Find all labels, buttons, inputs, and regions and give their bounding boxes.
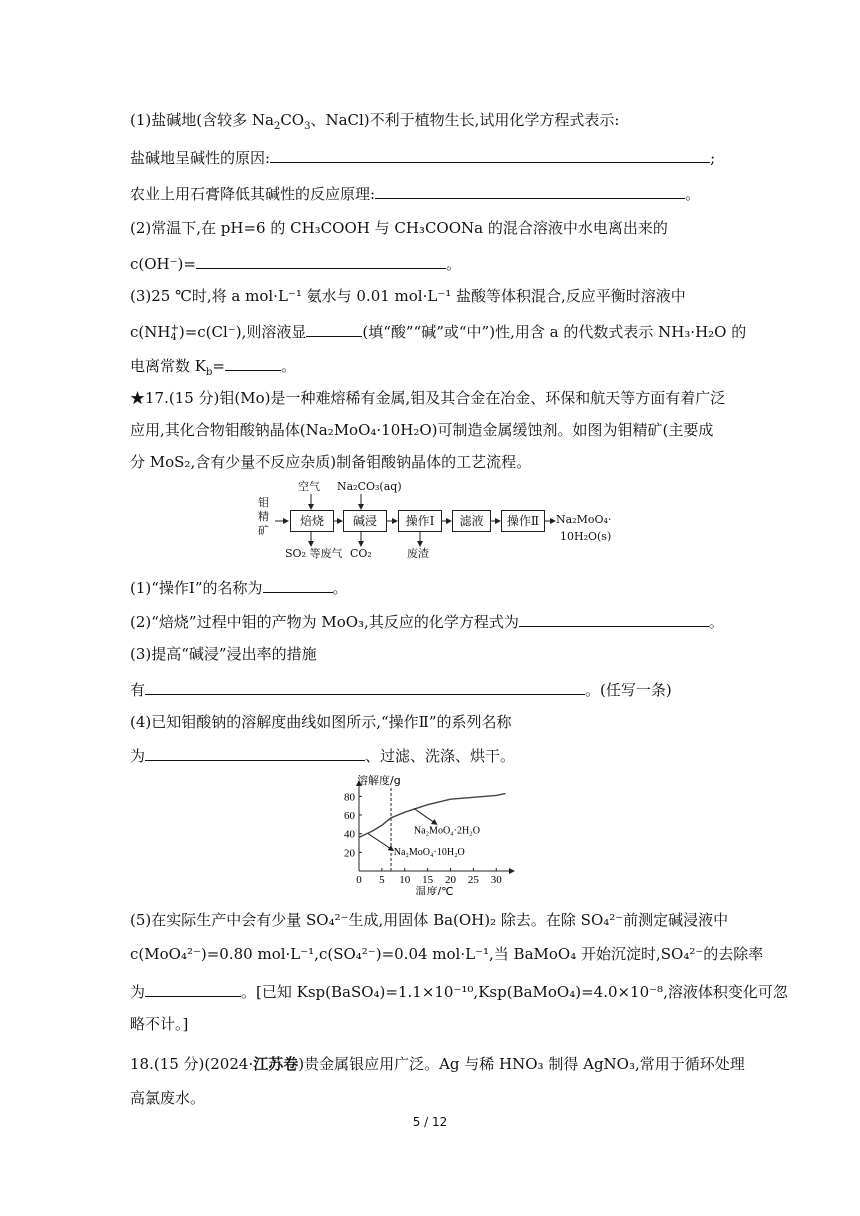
q16-3-text: (3)25 ℃时,将 a mol·L⁻¹ 氨水与 0.01 mol·L⁻¹ 盐酸等体积混合,反应平衡时溶液中 bbox=[130, 287, 686, 305]
co2-label: CO₂ bbox=[350, 547, 372, 560]
y-tick-label: 80 bbox=[344, 791, 355, 804]
x-tick-label: 30 bbox=[490, 874, 502, 886]
x-tick-label: 15 bbox=[422, 874, 434, 886]
q17-s1: (1)“操作Ⅰ”的名称为 。 bbox=[130, 576, 348, 598]
answer-blank[interactable] bbox=[306, 320, 362, 337]
answer-blank[interactable] bbox=[145, 678, 585, 695]
source-badge: 江苏卷 bbox=[253, 1055, 299, 1073]
q16-2-answer: c(OH⁻)= 。 bbox=[130, 252, 461, 274]
q17-s4: (4)已知钼酸钠的溶解度曲线如图所示,“操作Ⅱ”的系列名称 bbox=[130, 713, 512, 731]
answer-blank[interactable] bbox=[225, 354, 281, 371]
page-number: 5 / 12 bbox=[412, 1115, 448, 1129]
x-tick-label: 0 bbox=[356, 874, 362, 886]
q17-s3-answer: 有 。(任写一条) bbox=[130, 678, 672, 700]
product-label-1: Na₂MoO₄· bbox=[556, 513, 612, 526]
q18-line1: 18.(15 分)(2024·江苏卷)贵金属银应用广泛。Ag 与稀 HNO₃ 制得 AgNO₃,常用于循环处理 bbox=[130, 1055, 745, 1073]
residue-label: 废渣 bbox=[407, 547, 429, 560]
annotation-arrow-2 bbox=[368, 834, 393, 851]
q18-line2: 高氯废水。 bbox=[130, 1089, 206, 1107]
roast-box: 焙烧 bbox=[290, 510, 334, 532]
answer-blank[interactable] bbox=[145, 744, 365, 761]
x-tick-label: 25 bbox=[467, 874, 479, 886]
y-tick-label: 40 bbox=[344, 828, 355, 841]
series-line-2 bbox=[359, 818, 391, 838]
q17-s2: (2)“焙烧”过程中钼的产物为 MoO₃,其反应的化学方程式为 。 bbox=[130, 610, 724, 632]
answer-blank[interactable] bbox=[519, 610, 709, 627]
x-tick-label: 5 bbox=[379, 874, 385, 886]
q17-p2: 应用,其化合物钼酸钠晶体(Na₂MoO₄·10H₂O)可制造金属缓蚀剂。如图为钼精矿(主要成 bbox=[130, 421, 714, 439]
waste-gas-label: SO₂ 等废气 bbox=[285, 547, 343, 560]
q16-1-intro: (1)盐碱地(含较多 $Na_2CO_3$、NaCl)不利于植物生长,试用化学方程式表示: bbox=[130, 111, 620, 132]
air-label: 空气 bbox=[298, 480, 320, 493]
q16-1-principle: 农业上用石膏降低其碱性的反应原理: 。 bbox=[130, 182, 700, 204]
q17-p3: 分 MoS₂,含有少量不反应杂质)制备钼酸钠晶体的工艺流程。 bbox=[130, 453, 532, 471]
y-tick-label: 20 bbox=[344, 847, 355, 860]
q16-3-kb: 电离常数 $K_b=$ 。 bbox=[130, 354, 296, 383]
q16-1-reason: 盐碱地呈碱性的原因: ; bbox=[130, 146, 715, 168]
answer-blank[interactable] bbox=[375, 182, 685, 199]
q16-2-text: (2)常温下,在 pH=6 的 CH₃COOH 与 CH₃COONa 的混合溶液中水电离出来的 bbox=[130, 219, 668, 237]
x-axis-label: 温度/℃ bbox=[415, 885, 454, 895]
ore-label: 钼 精 矿 bbox=[258, 496, 269, 537]
q17-s5-line2: c(MoO₄²⁻)=0.80 mol·L⁻¹,c(SO₄²⁻)=0.04 mol·L⁻¹,当 BaMoO₄ 开始沉淀时,SO₄²⁻的去除率 bbox=[130, 945, 764, 963]
answer-blank[interactable] bbox=[270, 146, 710, 163]
q17-s3: (3)提高“碱浸”浸出率的措施 bbox=[130, 645, 317, 663]
filtrate-box: 滤液 bbox=[452, 510, 491, 532]
q17-s5-line1: (5)在实际生产中会有少量 SO₄²⁻生成,用固体 Ba(OH)₂ 除去。在除 SO₄²⁻前测定碱浸液中 bbox=[130, 911, 729, 929]
series-line-1 bbox=[391, 794, 505, 818]
annotation-arrow-1 bbox=[414, 808, 437, 824]
series-label-1: Na₂MoO₄·2H₂O bbox=[413, 825, 480, 837]
x-tick-label: 10 bbox=[399, 874, 411, 886]
q17-s4-answer: 为 、过滤、洗涤、烘干。 bbox=[130, 744, 515, 766]
solubility-chart bbox=[325, 775, 525, 895]
y-axis-label: 溶解度/g bbox=[357, 775, 401, 787]
answer-blank[interactable] bbox=[145, 980, 241, 997]
q17-s5-line3: 为 。[已知 Ksp(BaSO₄)=1.1×10⁻¹⁰,Ksp(BaMoO₄)=4.0×10⁻⁸,溶液体积变化可忽 bbox=[130, 980, 788, 1002]
na2co3-label: Na₂CO₃(aq) bbox=[337, 480, 402, 493]
op1-box: 操作Ⅰ bbox=[398, 510, 442, 532]
leach-box: 碱浸 bbox=[343, 510, 387, 532]
op2-box: 操作Ⅱ bbox=[501, 510, 545, 532]
process-flow-diagram bbox=[255, 480, 635, 565]
answer-blank[interactable] bbox=[196, 252, 446, 269]
q17-s5-line4: 略不计。] bbox=[130, 1015, 189, 1033]
x-tick-label: 20 bbox=[445, 874, 457, 886]
answer-blank[interactable] bbox=[263, 576, 333, 593]
product-label-2: 10H₂O(s) bbox=[560, 530, 612, 543]
q16-3-cond: c(NH + 4 )=c(Cl⁻),则溶液显 (填“酸”“碱”或“中”)性,用含 a 的代数式表示 NH₃·H₂O 的 bbox=[130, 320, 746, 342]
q17-p1: ★17.(15 分)钼(Mo)是一种难熔稀有金属,钼及其合金在冶金、环保和航天等方面有着广泛 bbox=[130, 389, 726, 407]
series-label-2: Na₂MoO₄·10H₂O bbox=[393, 847, 465, 859]
y-tick-label: 60 bbox=[344, 810, 355, 822]
